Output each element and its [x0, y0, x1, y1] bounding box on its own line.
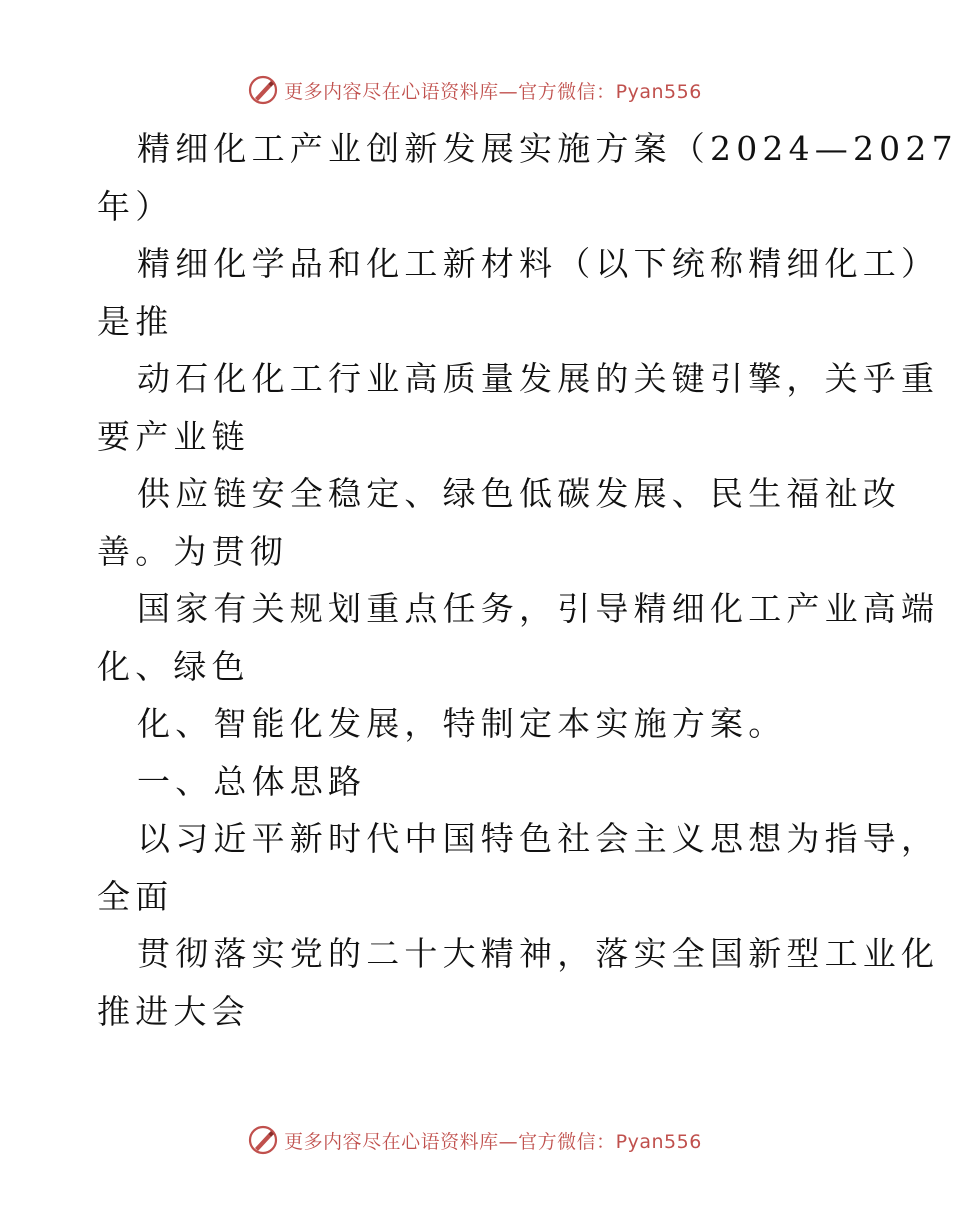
- footer-banner-text: 更多内容尽在心语资料库—官方微信：Pyan556: [284, 1130, 702, 1153]
- pen-circle-icon: [248, 75, 278, 105]
- header-banner: [0, 70, 950, 110]
- paragraph-line: 动石化化工行业高质量发展的关键引擎，关乎重: [137, 359, 940, 398]
- paragraph-line: 化、智能化发展，特制定本实施方案。: [137, 704, 787, 743]
- paragraph-line: 以习近平新时代中国特色社会主义思想为指导，: [137, 819, 940, 858]
- paragraph-line: 化、绿色: [97, 646, 250, 686]
- paragraph-line: 是推: [97, 301, 174, 341]
- pen-circle-icon: [248, 1125, 278, 1155]
- section-heading: 一、总体思路: [137, 761, 367, 801]
- footer-banner: [0, 1120, 950, 1160]
- title-line-1: 精细化工产业创新发展实施方案（2024—2027: [137, 129, 958, 168]
- document-body: [97, 120, 958, 1040]
- paragraph-line: 精细化学品和化工新材料（以下统称精细化工）: [137, 244, 940, 283]
- header-banner-text: 更多内容尽在心语资料库—官方微信：Pyan556: [284, 80, 702, 103]
- paragraph-line: 贯彻落实党的二十大精神，落实全国新型工业化: [137, 934, 940, 973]
- paragraph-line: 推进大会: [97, 991, 250, 1031]
- paragraph-line: 国家有关规划重点任务，引导精细化工产业高端: [137, 589, 940, 628]
- paragraph-line: 善。为贯彻: [97, 531, 288, 571]
- paragraph-line: 要产业链: [97, 416, 250, 456]
- paragraph-line: 供应链安全稳定、绿色低碳发展、民生福祉改: [137, 474, 901, 513]
- title-line-2: 年）: [97, 186, 174, 226]
- paragraph-line: 全面: [97, 876, 174, 916]
